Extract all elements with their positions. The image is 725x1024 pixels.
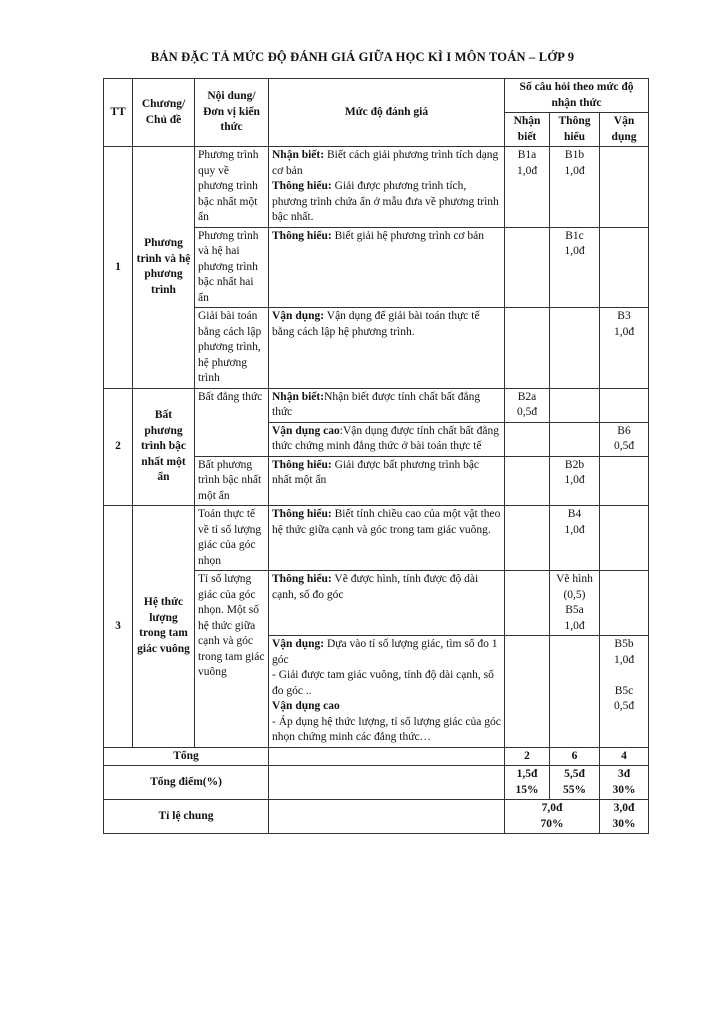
level-item — [272, 637, 501, 668]
level-description — [269, 571, 505, 636]
count-nb: B2a 0,5đ — [505, 388, 550, 422]
document-title: BẢN ĐẶC TẢ MỨC ĐỘ ĐÁNH GIÁ GIỮA HỌC KÌ I MÔN TOÁN – LỚP 9 — [150, 50, 575, 64]
content-unit: Phương trình quy về phương trình bậc nhất một ẩn — [195, 147, 269, 228]
level-text: Dựa vào tỉ số lượng giác, tìm số đo 1 góc — [272, 638, 498, 666]
count-th — [550, 422, 600, 456]
count-nb — [505, 422, 550, 456]
level-label: Thông hiểu: — [272, 229, 332, 242]
assessment-table — [103, 78, 649, 834]
count-th — [550, 636, 600, 748]
level-item — [272, 229, 501, 245]
level-description — [269, 422, 505, 456]
ratio-label: Tỉ lệ chung — [104, 800, 269, 834]
table-row — [104, 506, 649, 571]
section-chapter: Hệ thức lượng trong tam giác vuông — [133, 506, 195, 748]
content-unit: Toán thực tế về tỉ số lượng giác của góc nhọn — [195, 506, 269, 571]
count-nb: B1a 1,0đ — [505, 147, 550, 228]
total-nb: 2 — [505, 747, 550, 766]
ratio-b: 3,0đ 30% — [600, 800, 649, 834]
level-text: Vẽ được hình, tính được độ dài cạnh, số đo góc — [272, 573, 479, 601]
content-unit: Giải bài toán bằng cách lập phương trình, hệ phương trình — [195, 308, 269, 389]
count-th: B4 1,0đ — [550, 506, 600, 571]
count-vd — [600, 571, 649, 636]
level-description — [269, 308, 505, 389]
header-level: Mức độ đánh giá — [269, 79, 505, 147]
level-description — [269, 227, 505, 308]
level-item — [272, 458, 501, 489]
count-vd — [600, 506, 649, 571]
header-recognize: Nhận biết — [505, 113, 550, 147]
level-text: :Vận dụng được tính chất bất đẳng thức chứng minh đẳng thức ở bài toán thực tế — [272, 424, 499, 452]
level-description — [269, 636, 505, 748]
level-description — [269, 147, 505, 228]
score-nb: 1,5đ 15% — [505, 766, 550, 800]
level-item — [272, 668, 501, 699]
count-th: B1b 1,0đ — [550, 147, 600, 228]
table-row — [104, 147, 649, 228]
level-text: Vận dụng để giải bài toán thực tế bằng cách lập hệ phương trình. — [272, 310, 480, 338]
ratio-a: 7,0đ 70% — [505, 800, 600, 834]
ratio-empty — [269, 800, 505, 834]
level-label: Nhận biết: — [272, 149, 325, 161]
level-label: Vận dụng: — [272, 310, 325, 322]
level-label: Thông hiểu: — [272, 180, 332, 192]
level-text: Giải được bất phương trình bậc nhất một ẩn — [272, 458, 480, 486]
section-chapter: Phương trình và hệ phương trình — [133, 147, 195, 389]
total-vd: 4 — [600, 747, 649, 766]
table-row — [104, 388, 649, 422]
level-text: Biết tính chiều cao của một vật theo hệ thức giữa cạnh và góc trong tam giác vuông. — [272, 508, 501, 536]
count-th — [550, 388, 600, 422]
count-nb — [505, 456, 550, 506]
count-nb — [505, 308, 550, 389]
level-item — [272, 572, 501, 603]
level-text: - Áp dụng hệ thức lượng, tỉ số lượng giác của góc nhọn chứng minh các đẳng thức… — [272, 715, 501, 743]
count-th: B2b 1,0đ — [550, 456, 600, 506]
level-item — [272, 390, 501, 421]
content-unit: Tỉ số lượng giác của góc nhọn. Một số hệ thức giữa cạnh và góc trong tam giác vuông — [195, 571, 269, 748]
section-chapter: Bất phương trình bậc nhất một ẩn — [133, 388, 195, 506]
count-th: Vẽ hình (0,5) B5a 1,0đ — [550, 571, 600, 636]
level-item — [272, 309, 501, 340]
score-vd: 3đ 30% — [600, 766, 649, 800]
count-vd: B5b 1,0đ B5c 0,5đ — [600, 636, 649, 748]
count-vd — [600, 388, 649, 422]
level-text: Biết giải hệ phương trình cơ bản — [331, 229, 484, 242]
header-content: Nội dung/ Đơn vị kiến thức — [195, 79, 269, 147]
count-nb — [505, 227, 550, 308]
content-unit: Bất phương trình bậc nhất một ẩn — [195, 456, 269, 506]
level-label: Thông hiểu: — [272, 508, 332, 520]
level-label: Thông hiểu: — [272, 573, 332, 585]
count-vd — [600, 456, 649, 506]
level-text: Nhận biết được tính chất bất đẳng thức — [272, 390, 481, 418]
level-item — [272, 148, 501, 179]
count-th — [550, 308, 600, 389]
total-empty — [269, 747, 505, 766]
header-tt: TT — [104, 79, 133, 147]
score-label: Tổng điểm(%) — [104, 766, 269, 800]
total-label: Tổng — [104, 747, 269, 766]
content-unit: Phương trình và hệ hai phương trình bậc nhất hai ẩn — [195, 227, 269, 308]
header-chapter: Chương/ Chủ đề — [133, 79, 195, 147]
count-vd: B6 0,5đ — [600, 422, 649, 456]
count-nb — [505, 506, 550, 571]
level-description — [269, 388, 505, 422]
level-label: Vận dụng: — [272, 638, 325, 650]
header-understand: Thông hiểu — [550, 113, 600, 147]
total-th: 6 — [550, 747, 600, 766]
level-item — [272, 507, 501, 538]
level-description — [269, 506, 505, 571]
count-th: B1c 1,0đ — [550, 227, 600, 308]
section-number: 3 — [104, 506, 133, 748]
section-number: 2 — [104, 388, 133, 506]
level-text: Biết cách giải phương trình tích dạng cơ bản — [272, 149, 499, 177]
level-item — [272, 715, 501, 746]
count-vd: B3 1,0đ — [600, 308, 649, 389]
level-text: - Giải được tam giác vuông, tính độ dài cạnh, số đo góc .. — [272, 669, 494, 697]
score-empty — [269, 766, 505, 800]
count-vd — [600, 227, 649, 308]
level-label: Vận dụng cao — [272, 700, 340, 712]
level-text: Giải được phương trình tích, phương trình chứa ẩn ở mẫu đưa về phương trình bậc nhất. — [272, 180, 499, 223]
count-vd — [600, 147, 649, 228]
level-label: Vận dụng cao — [272, 424, 340, 437]
header-apply: Vận dụng — [600, 113, 649, 147]
level-item — [272, 699, 501, 715]
level-item — [272, 424, 501, 455]
level-label: Nhận biết: — [272, 390, 325, 403]
score-th: 5,5đ 55% — [550, 766, 600, 800]
level-description — [269, 456, 505, 506]
section-number: 1 — [104, 147, 133, 389]
count-nb — [505, 571, 550, 636]
level-item — [272, 179, 501, 226]
count-nb — [505, 636, 550, 748]
table-body — [104, 147, 649, 748]
level-label: Thông hiểu: — [272, 458, 332, 471]
header-count: Số câu hỏi theo mức độ nhận thức — [505, 79, 649, 113]
content-unit: Bất đẳng thức — [195, 388, 269, 456]
